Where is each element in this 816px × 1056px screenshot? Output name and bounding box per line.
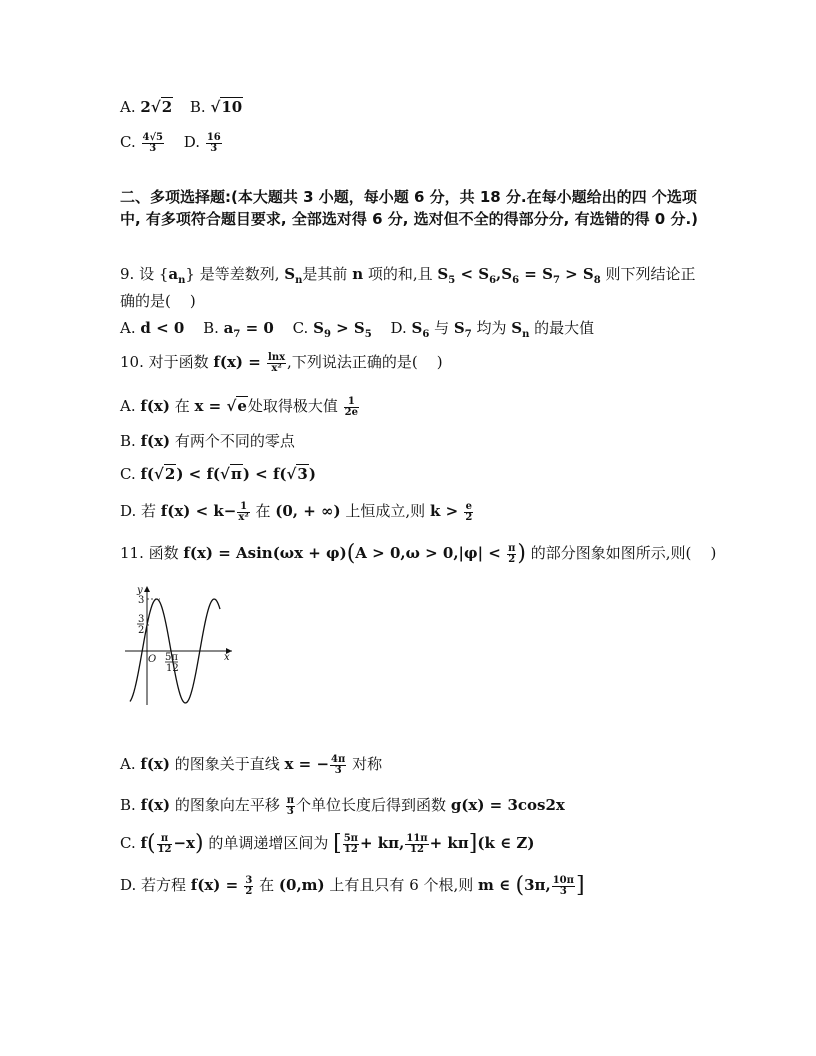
q10-option-b[interactable]: B. f(x) 有两个不同的零点 <box>120 432 295 450</box>
prev-options-row-1: A. 2√2 B. √10 <box>120 98 243 116</box>
section-heading: 二、多项选择题:(本大题共 3 小题，每小题 6 分，共 18 分.在每小题给出的四 个选项中, 有多项符合题目要求, 全部选对得 6 分, 选对但不全的得部分分, 有选错的得 0 分.) <box>120 188 699 228</box>
q10-stem: 10. 对于函数 f(x) = $\frac{\ln x}{\text{x²}}$ ,下列说法正确的是( ) <box>120 351 443 374</box>
y-tick-3: 3 <box>138 595 145 606</box>
q11-option-b[interactable]: B. f(x) 的图象向左平移 $\frac{\pi}{3}$ 个单位长度后得到函数 g(x) = 3cos2x <box>120 794 565 817</box>
y-axis-label: y <box>137 585 143 596</box>
q9-options <box>120 318 608 345</box>
q11-stem: 11. 函数 f(x) = Asin(ωx + φ)(A > 0,ω > 0,|φ| < $\frac{\pi}{2}$ ) 的部分图象如图所示,则( ) <box>120 541 717 566</box>
q11-graph <box>120 580 240 710</box>
q11-option-a[interactable]: A. f(x) 的图象关于直线 x = − $\frac{4\pi}{3}$ 对称 <box>120 753 383 776</box>
q9-option-b[interactable]: B. $a_7 = 0$ <box>203 319 274 340</box>
q11-option-c[interactable]: C. f( $\frac{\pi}{12}$ −x) 的单调递增区间为 [ $\frac{5\pi}{12}$ + kπ, $\frac{11\pi}{12}$ + kπ](k ∈ Z) <box>120 831 535 856</box>
x-tick-num: 5π <box>165 652 178 663</box>
q10-option-c[interactable]: C. f(√2) < f(√π) < f(√3) <box>120 465 316 483</box>
prev-options-row-2: C. $\frac{4√5}{3}$ D. $\frac{16}{3}$ <box>120 131 221 154</box>
option-b-label: B. <box>189 98 206 116</box>
y-tick-half-den: 2 <box>138 625 145 636</box>
x-axis-label: x <box>224 652 230 663</box>
option-d-label: D. <box>183 133 201 151</box>
q10-option-a[interactable]: A. f(x) 在 x = √e处取得极大值 $\frac{1}{2e}$ <box>120 395 358 418</box>
q9-option-d[interactable]: D. $S_6$ 与 $S_7$ 均为 $S_n$ 的最大值 <box>390 319 595 340</box>
q9-option-a[interactable]: A. d < 0 <box>120 319 185 337</box>
origin-label: O <box>148 654 157 665</box>
y-axis-arrow <box>144 586 150 592</box>
q10-option-d[interactable]: D. 若 f(x) < k− $\frac{1}{\text{x²}}$ 在 (0, + ∞) 上恒成立,则 k > $\frac{e}{2}$ <box>120 500 473 523</box>
q9-option-c[interactable]: C. $S_9 > S_5$ <box>292 319 372 340</box>
y-tick-half-num: 3 <box>138 614 145 625</box>
x-tick-den: 12 <box>166 663 179 674</box>
option-a-label: A. <box>120 98 136 116</box>
option-c-label: C. <box>120 133 136 151</box>
q11-option-d[interactable]: D. 若方程 f(x) = $\frac{3}{2}$ 在 (0,m) 上有且只有 6 个根,则 m ∈ (3π, $\frac{10\pi}{3}$ ] <box>120 873 585 898</box>
q9-stem: 9. 设 $\{a_n\}$ 是等差数列, $S_n$是其前 n 项的和,且 $S_5 < S_6,S_6 = S_7 > S_8$ 则下列结论正确的是( ) <box>120 265 696 310</box>
